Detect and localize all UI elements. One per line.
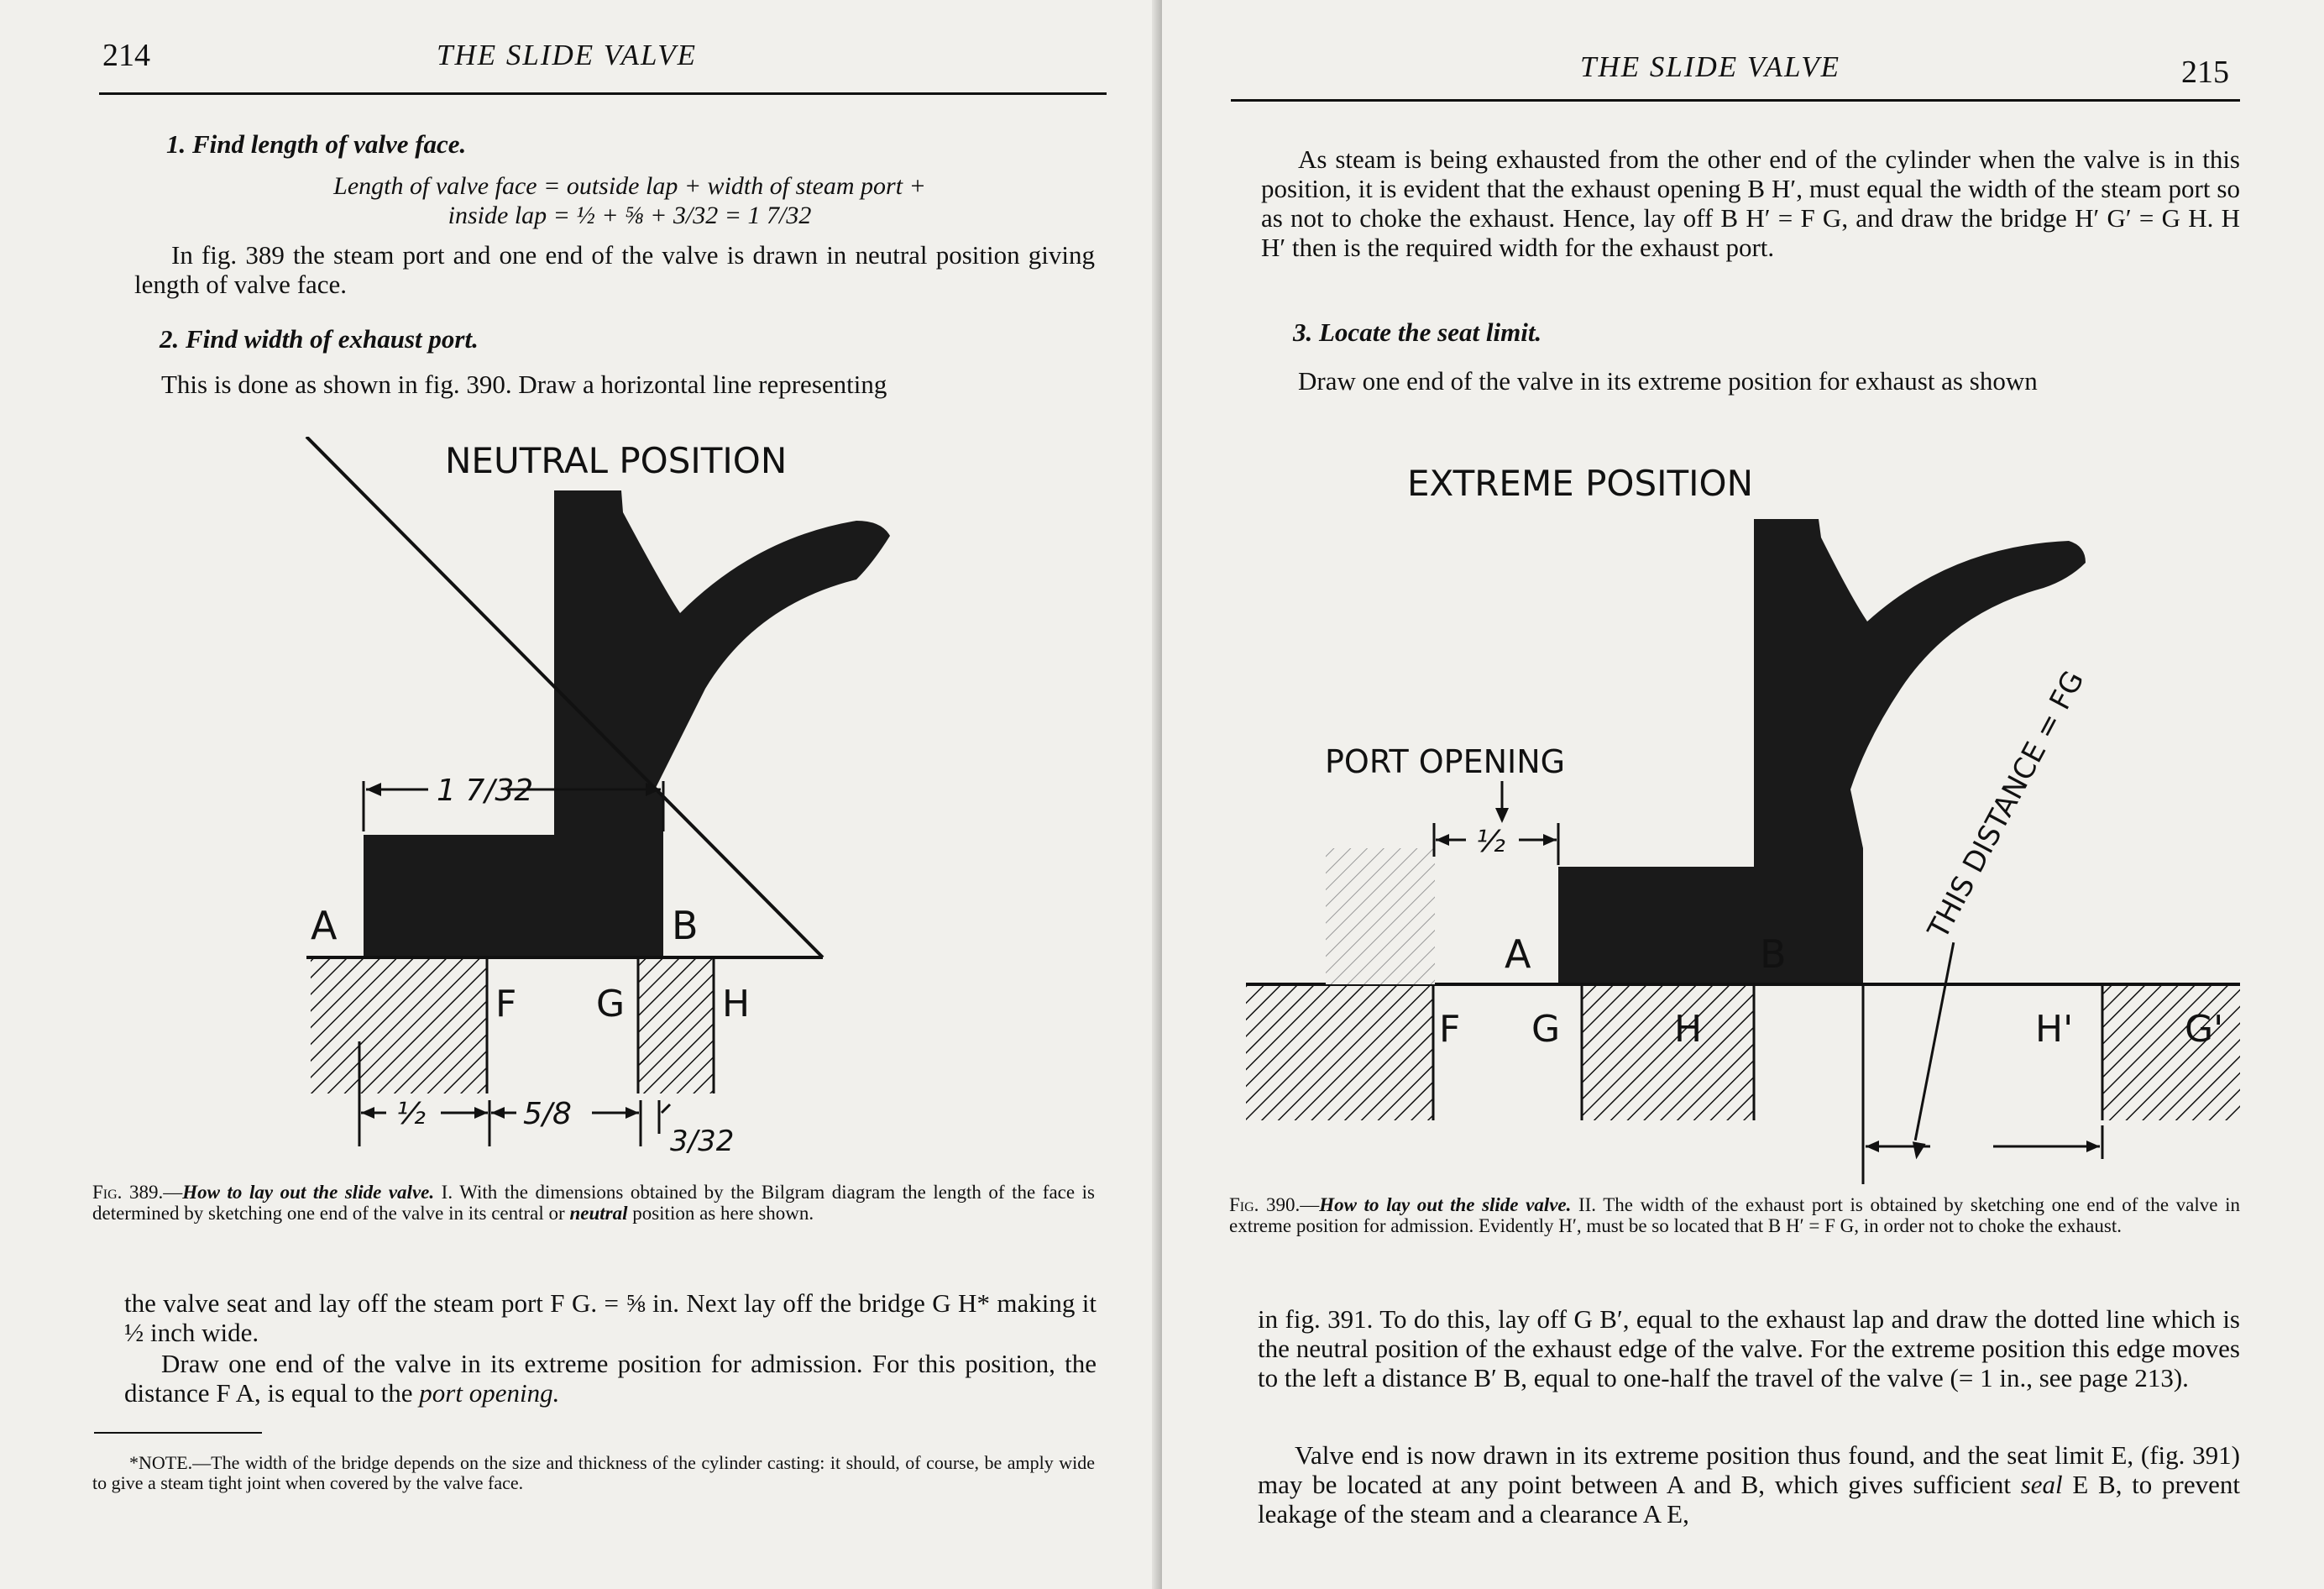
paragraph-emphasis: seal — [2020, 1470, 2063, 1500]
header-rule — [99, 92, 1107, 95]
label-f: F — [495, 983, 517, 1025]
fig-390-extreme-position — [1246, 454, 2240, 1209]
running-head: THE SLIDE VALVE — [1580, 50, 1840, 83]
valve-body — [1558, 519, 2086, 983]
caption-fig-number: Fig. 389. — [92, 1182, 164, 1203]
distance-note: THIS DISTANCE = FG — [1921, 665, 2091, 945]
fig-389-neutral-position — [285, 437, 1108, 1167]
paragraph: in fig. 391. To do this, lay off G B′, equal to the exhaust lap and draw the dotted line which is the neutral position of the exhaust edge of the valve. For the extreme position this edge moves to the left a distance B′ B, equal to one-half the travel of the valve (= 1 in., see page 213). — [1258, 1304, 2240, 1393]
paragraph-text: Valve end is now drawn in its extreme position thus found, and the seat limit E, (fig. 391) may be located at any point between A and B, which gives sufficient — [1258, 1440, 2240, 1500]
label-h-prime: H' — [2035, 1008, 2074, 1051]
dim-valve-face: 1 7/32 — [437, 774, 534, 808]
seat-block — [1246, 986, 1433, 1120]
bridge-block-prime — [2102, 986, 2240, 1120]
heading-find-length: 1. Find length of valve face. — [166, 129, 467, 159]
bridge-block — [1582, 986, 1754, 1120]
figure-caption: Fig. 389.—How to lay out the slide valve. I. With the dimensions obtained by the Bilgram diagram the length of the face is determined by sketching one end of the valve in its central or neutral position as here shown. — [92, 1182, 1095, 1225]
figure-title: NEUTRAL POSITION — [445, 440, 788, 481]
paragraph-end: E B, to prevent leakage of the steam and a clearance A E, — [1258, 1470, 2240, 1529]
paragraph: In fig. 389 the steam port and one end of the valve is drawn in neutral position giving length of valve face. — [134, 240, 1095, 300]
caption-title: How to lay out the slide valve. — [1319, 1194, 1572, 1215]
caption-title: How to lay out the slide valve. — [182, 1182, 435, 1203]
right-page — [1162, 0, 2324, 1589]
paragraph-emphasis: port opening. — [419, 1378, 560, 1408]
caption-end: position as here shown. — [627, 1203, 814, 1225]
paragraph — [1258, 1440, 2240, 1529]
formula — [151, 172, 1108, 230]
heading-seat-limit: 3. Locate the seat limit. — [1293, 317, 1542, 347]
port-opening-label: PORT OPENING — [1325, 743, 1566, 780]
bridge-block — [638, 959, 714, 1093]
label-g: G — [1531, 1008, 1561, 1051]
paragraph: As steam is being exhausted from the other end of the cylinder when the valve is in this position, it is evident that the exhaust opening B H′, must equal the width of the steam port so as not to choke the exhaust. Hence, lay off B H′ = F G, and draw the bridge H′ G′ = G H. H H′ then is the required width for the exhaust port. — [1261, 144, 2240, 263]
page-number: 215 — [2181, 55, 2229, 90]
paragraph: This is done as shown in fig. 390. Draw a horizontal line representing — [161, 370, 887, 399]
caption-fig-number: Fig. 390. — [1229, 1194, 1301, 1215]
formula-line-2: inside lap = ½ + ⅝ + 3/32 = 1 7/32 — [448, 201, 812, 229]
valve-body — [364, 490, 890, 957]
running-head: THE SLIDE VALVE — [437, 39, 697, 71]
neutral-position-ghost — [1326, 848, 1435, 984]
heading-find-width: 2. Find width of exhaust port. — [160, 324, 479, 354]
label-g-prime: G' — [2185, 1008, 2224, 1051]
formula-line-1: Length of valve face = outside lap + width of steam port + — [333, 172, 926, 200]
paragraph: the valve seat and lay off the steam port F G. = ⅝ in. Next lay off the bridge G H* making it ½ inch wide. — [124, 1288, 1097, 1348]
dim-half: ½ — [1476, 825, 1505, 859]
label-a: A — [311, 903, 338, 948]
dim-half: ½ — [396, 1097, 426, 1131]
footnote: *NOTE.—The width of the bridge depends on the size and thickness of the cylinder casting: it should, of course, be amply wide to give a steam tight joint when covered by the valve face. — [92, 1452, 1095, 1494]
figure-title: EXTREME POSITION — [1407, 463, 1754, 504]
paragraph — [124, 1349, 1097, 1408]
paragraph: Draw one end of the valve in its extreme position for exhaust as shown — [1298, 366, 2038, 396]
label-h: H — [722, 983, 751, 1025]
label-b: B — [672, 903, 699, 948]
page-number: 214 — [102, 38, 150, 73]
label-h: H — [1674, 1008, 1703, 1051]
label-f: F — [1439, 1008, 1461, 1051]
label-g: G — [596, 983, 625, 1025]
seat-block — [311, 959, 487, 1093]
header-rule — [1231, 99, 2240, 102]
label-a: A — [1505, 931, 1531, 977]
label-b: B — [1760, 931, 1787, 977]
paragraph-text: Draw one end of the valve in its extreme position for admission. For this position, the distance F A, is equal to the — [124, 1349, 1097, 1408]
caption-text: I. With the dimensions obtained by the Bilgram diagram the length of the face is determined by sketching one end of the valve in its central or — [92, 1182, 1095, 1225]
caption-text: II. The width of the exhaust port is obtained by sketching one end of the valve in extreme position for admission. Evidently H′, must be so located that B H′ = F G, in order not to choke the exhaust. — [1229, 1194, 2240, 1237]
dim-five-eighths: 5/8 — [523, 1097, 572, 1131]
caption-emphasis: neutral — [569, 1203, 628, 1225]
figure-caption: Fig. 390.—How to lay out the slide valve. II. The width of the exhaust port is obtained by sketching one end of the valve in extreme position for admission. Evidently H′, must be so located that B H′ = F G, in order not to choke the exhaust. — [1229, 1194, 2240, 1237]
dim-three-32: 3/32 — [670, 1125, 735, 1158]
footnote-rule — [94, 1432, 262, 1434]
